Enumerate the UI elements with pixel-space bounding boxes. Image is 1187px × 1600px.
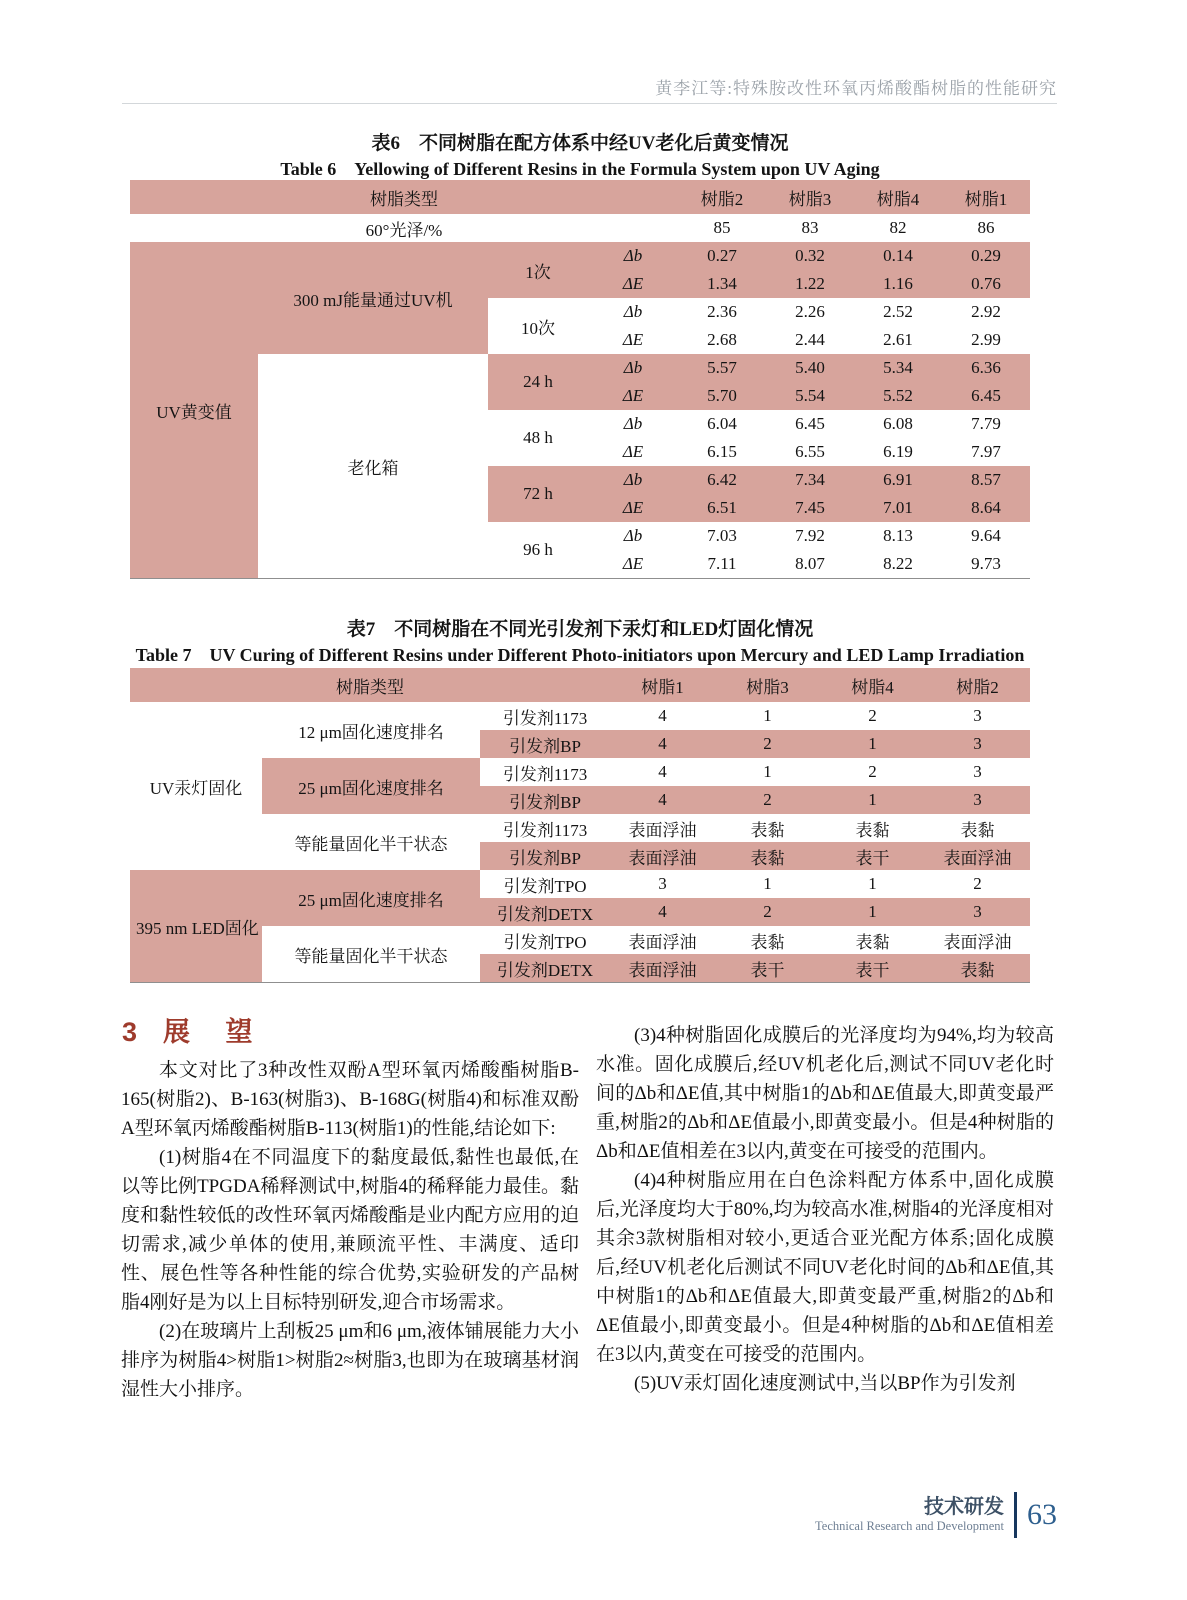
- table7-caption-zh: 表7 不同树脂在不同光引发剂下汞灯和LED灯固化情况: [346, 619, 814, 640]
- cell-value: 表干: [820, 842, 925, 870]
- table6-col-header: 树脂1: [942, 180, 1030, 214]
- cell-value: 6.45: [795, 414, 825, 433]
- table6-caption-en: Table 6 Yellowing of Different Resins in the Formula System upon UV Aging: [280, 159, 880, 179]
- cell-value: 表黏: [750, 932, 785, 952]
- cell-value: 表干: [715, 954, 820, 983]
- lamp-label: UV汞灯固化: [149, 778, 243, 798]
- cell-value: 5.70: [678, 382, 766, 410]
- initiator-label: 引发剂BP: [480, 842, 610, 870]
- cell-value: 表黏: [715, 842, 820, 870]
- cell-value: 3: [925, 898, 1030, 926]
- cell-value: 2.99: [971, 330, 1001, 349]
- cell-value: 4: [610, 898, 715, 926]
- cell-value: 9.73: [971, 554, 1001, 573]
- text-column-right: [596, 1021, 1054, 1398]
- table7-type-label: 树脂类型: [130, 668, 610, 702]
- page-footer: [122, 1492, 1057, 1538]
- table6-col-header: 树脂4: [854, 180, 942, 214]
- cell-value: 6.08: [883, 414, 913, 433]
- cell-value: 3: [973, 706, 982, 725]
- cell-value: 7.01: [854, 494, 942, 522]
- cell-value: 表干: [820, 954, 925, 983]
- cell-value: 2: [973, 874, 982, 893]
- gloss-value: 86: [977, 218, 995, 237]
- table7-caption: [130, 617, 1030, 668]
- test-label: 12 μm固化速度排名: [298, 722, 444, 742]
- cell-value: 5.52: [854, 382, 942, 410]
- cell-value: 6.36: [942, 354, 1030, 382]
- cell-value: 4: [610, 786, 715, 814]
- initiator-label: 引发剂DETX: [480, 898, 610, 926]
- footer-department-en: Technical Research and Development: [815, 1519, 1004, 1533]
- cell-value: 6.55: [795, 442, 825, 461]
- cell-value: 7.79: [971, 414, 1001, 433]
- cell-value: 8.57: [942, 466, 1030, 494]
- cell-value: 表面浮油: [943, 932, 1012, 952]
- cell-value: 表黏: [750, 820, 785, 840]
- gloss-value: 82: [889, 218, 907, 237]
- cell-value: 1: [820, 730, 925, 758]
- table-row: [130, 242, 1030, 270]
- period-label: 48 h: [523, 428, 553, 447]
- period-label: 72 h: [488, 466, 588, 522]
- table7-col-header: 树脂3: [715, 668, 820, 702]
- initiator-label: 引发剂1173: [502, 764, 588, 784]
- cell-value: 表面浮油: [628, 820, 697, 840]
- cell-value: 2: [715, 898, 820, 926]
- uv-yellowing-label: UV黄变值: [130, 242, 258, 579]
- metric-label: ΔE: [588, 270, 678, 298]
- table-row: [130, 926, 1030, 954]
- table6-col-header: 树脂2: [678, 180, 766, 214]
- metric-label: Δb: [588, 466, 678, 494]
- period-label: 10次: [521, 318, 555, 338]
- table-row: [130, 354, 1030, 382]
- cell-value: 2: [868, 762, 877, 781]
- paragraph: (1)树脂4在不同温度下的黏度最低,黏性也最低,在以等比例TPGDA稀释测试中,树脂4的稀释能力最佳。黏度和黏性较低的改性环氧丙烯酸酯是业内配方应用的迫切需求,减少单体的使用,兼顾流平性、丰满度、适印性、展色性等各种性能的综合优势,实验研发的产品树脂4刚好是为以上目标特别研发,迎合市场需求。: [121, 1147, 579, 1313]
- cell-value: 表黏: [925, 954, 1030, 983]
- paragraph: 本文对比了3种改性双酚A型环氧丙烯酸酯树脂B-165(树脂2)、B-163(树脂3)、B-168G(树脂4)和标准双酚A型环氧丙烯酸酯树脂B-113(树脂1)的性能,结论如下:: [121, 1060, 579, 1139]
- lamp-label: 395 nm LED固化: [130, 870, 262, 983]
- metric-label: Δb: [623, 302, 643, 321]
- initiator-label: 引发剂BP: [480, 730, 610, 758]
- cell-value: 表黏: [855, 820, 890, 840]
- cell-value: 1.22: [766, 270, 854, 298]
- cell-value: 1: [763, 762, 772, 781]
- cell-value: 4: [610, 730, 715, 758]
- cell-value: 1: [820, 898, 925, 926]
- cell-value: 0.14: [854, 242, 942, 270]
- paragraph: (2)在玻璃片上刮板25 μm和6 μm,液体铺展能力大小排序为树脂4>树脂1>树脂2≈树脂3,也即为在玻璃基材润湿性大小排序。: [121, 1321, 579, 1400]
- initiator-label: 引发剂1173: [502, 708, 588, 728]
- table7-col-header: 树脂2: [925, 668, 1030, 702]
- cell-value: 0.76: [942, 270, 1030, 298]
- cell-value: 表面浮油: [925, 842, 1030, 870]
- test-label: 25 μm固化速度排名: [262, 870, 480, 926]
- page-number: 63: [1027, 1498, 1057, 1531]
- cell-value: 8.64: [942, 494, 1030, 522]
- table7-col-header: 树脂1: [610, 668, 715, 702]
- initiator-label: 引发剂TPO: [503, 932, 587, 952]
- metric-label: ΔE: [622, 442, 644, 461]
- cell-value: 7.11: [707, 554, 737, 573]
- cell-value: 8.13: [883, 526, 913, 545]
- footer-divider: [1014, 1492, 1017, 1538]
- metric-label: Δb: [588, 354, 678, 382]
- cell-value: 2.26: [795, 302, 825, 321]
- condition-label: 300 mJ能量通过UV机: [258, 242, 488, 354]
- initiator-label: 引发剂DETX: [480, 954, 610, 983]
- cell-value: 7.92: [795, 526, 825, 545]
- test-label: 等能量固化半干状态: [294, 834, 448, 854]
- cell-value: 表面浮油: [610, 954, 715, 983]
- cell-value: 3: [658, 874, 667, 893]
- cell-value: 1: [763, 706, 772, 725]
- cell-value: 1: [868, 874, 877, 893]
- section-title: 展 望: [163, 1017, 267, 1047]
- paragraph: (4)4种树脂应用在白色涂料配方体系中,固化成膜后,光泽度均大于80%,均为较高水准,树脂4的光泽度相对其余3款树脂相对较小,更适合亚光配方体系;固化成膜后,经UV机老化后测试不同UV老化时间的Δb和ΔE值,其中树脂1的Δb和ΔE值最大,即黄变最严重,树脂2的Δb和ΔE值最小,即黄变最小。但是4种树脂的Δb和ΔE值相差在3以内,黄变在可接受的范围内。: [596, 1170, 1054, 1365]
- table-row: [130, 814, 1030, 842]
- cell-value: 1: [820, 786, 925, 814]
- cell-value: 6.42: [678, 466, 766, 494]
- text-column-left: [121, 1056, 579, 1404]
- paragraph: (5)UV汞灯固化速度测试中,当以BP作为引发剂: [634, 1373, 1016, 1394]
- cell-value: 2.52: [883, 302, 913, 321]
- table-row: [130, 702, 1030, 730]
- table7-caption-en: Table 7 UV Curing of Different Resins under Different Photo-initiators upon Mercury and LED Lamp Irradiation: [135, 645, 1025, 665]
- table6-caption: [130, 131, 1030, 182]
- cell-value: 7.03: [707, 526, 737, 545]
- cell-value: 0.27: [678, 242, 766, 270]
- section-heading: [122, 1010, 267, 1049]
- initiator-label: 引发剂1173: [502, 820, 588, 840]
- table6-type-label: 树脂类型: [130, 180, 678, 214]
- paragraph: (3)4种树脂固化成膜后的光泽度均为94%,均为较高水准。固化成膜后,经UV机老化后,测试不同UV老化时间的Δb和ΔE值,其中树脂1的Δb和ΔE值最大,即黄变最严重,树脂2的Δb和ΔE值最小,即黄变最小。但是4种树脂的Δb和ΔE值相差在3以内,黄变在可接受的范围内。: [596, 1025, 1054, 1162]
- cell-value: 1.34: [678, 270, 766, 298]
- cell-value: 表黏: [855, 932, 890, 952]
- gloss-label: 60°光泽/%: [365, 220, 443, 240]
- footer-department: [815, 1496, 1004, 1534]
- metric-label: ΔE: [588, 382, 678, 410]
- cell-value: 5.54: [766, 382, 854, 410]
- table7-col-header: 树脂4: [820, 668, 925, 702]
- cell-value: 6.91: [854, 466, 942, 494]
- metric-label: Δb: [623, 526, 643, 545]
- cell-value: 9.64: [971, 526, 1001, 545]
- condition-label: 老化箱: [347, 458, 399, 478]
- cell-value: 表黏: [960, 820, 995, 840]
- cell-value: 7.97: [971, 442, 1001, 461]
- cell-value: 5.40: [766, 354, 854, 382]
- cell-value: 4: [658, 706, 667, 725]
- cell-value: 6.04: [707, 414, 737, 433]
- cell-value: 2.44: [795, 330, 825, 349]
- cell-value: 5.34: [854, 354, 942, 382]
- initiator-label: 引发剂TPO: [503, 876, 587, 896]
- table-7: [130, 668, 1030, 983]
- cell-value: 8.07: [795, 554, 825, 573]
- section-number: 3: [122, 1017, 138, 1047]
- period-label: 96 h: [523, 540, 553, 559]
- gloss-value: 85: [713, 218, 731, 237]
- cell-value: 6.45: [942, 382, 1030, 410]
- cell-value: 3: [925, 786, 1030, 814]
- cell-value: 2: [868, 706, 877, 725]
- gloss-value: 83: [801, 218, 819, 237]
- table6-caption-zh: 表6 不同树脂在配方体系中经UV老化后黄变情况: [371, 133, 789, 154]
- cell-value: 4: [658, 762, 667, 781]
- test-label: 25 μm固化速度排名: [262, 758, 480, 814]
- metric-label: ΔE: [622, 330, 644, 349]
- cell-value: 2.61: [883, 330, 913, 349]
- header-rule: [122, 103, 1057, 104]
- cell-value: 8.22: [883, 554, 913, 573]
- initiator-label: 引发剂BP: [480, 786, 610, 814]
- cell-value: 6.15: [707, 442, 737, 461]
- table-row: [130, 870, 1030, 898]
- cell-value: 2.36: [707, 302, 737, 321]
- cell-value: 2: [715, 730, 820, 758]
- running-title: 黄李江等:特殊胺改性环氧丙烯酸酯树脂的性能研究: [655, 79, 1057, 98]
- test-label: 等能量固化半干状态: [294, 946, 448, 966]
- cell-value: 7.45: [766, 494, 854, 522]
- table-row: [130, 214, 1030, 242]
- cell-value: 7.34: [766, 466, 854, 494]
- table-row: [130, 668, 1030, 702]
- footer-department-zh: 技术研发: [924, 1496, 1004, 1518]
- cell-value: 2.68: [707, 330, 737, 349]
- cell-value: 3: [973, 762, 982, 781]
- cell-value: 1.16: [854, 270, 942, 298]
- table-row: [130, 180, 1030, 214]
- cell-value: 2.92: [971, 302, 1001, 321]
- cell-value: 2: [715, 786, 820, 814]
- cell-value: 6.51: [678, 494, 766, 522]
- metric-label: Δb: [588, 242, 678, 270]
- cell-value: 6.19: [883, 442, 913, 461]
- period-label: 1次: [488, 242, 588, 298]
- cell-value: 表面浮油: [610, 842, 715, 870]
- period-label: 24 h: [488, 354, 588, 410]
- cell-value: 0.29: [942, 242, 1030, 270]
- table-6: [130, 180, 1030, 579]
- cell-value: 表面浮油: [628, 932, 697, 952]
- metric-label: Δb: [623, 414, 643, 433]
- table6-col-header: 树脂3: [766, 180, 854, 214]
- cell-value: 1: [763, 874, 772, 893]
- cell-value: 5.57: [678, 354, 766, 382]
- cell-value: 0.32: [766, 242, 854, 270]
- metric-label: ΔE: [588, 494, 678, 522]
- metric-label: ΔE: [622, 554, 644, 573]
- table-row: [130, 758, 1030, 786]
- cell-value: 3: [925, 730, 1030, 758]
